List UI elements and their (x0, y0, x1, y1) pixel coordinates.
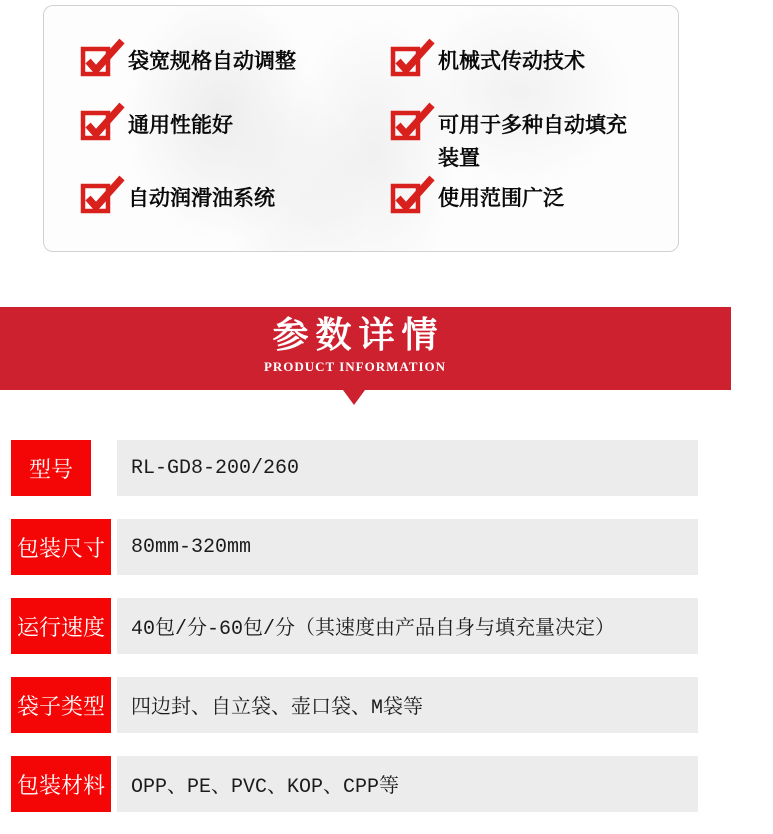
banner-pointer-icon (343, 390, 365, 405)
spec-value: RL-GD8-200/260 (117, 440, 698, 496)
spec-label: 袋子类型 (11, 677, 111, 733)
feature-label: 可用于多种自动填充装置 (438, 113, 627, 170)
feature-label: 使用范围广泛 (438, 186, 564, 210)
feature-card (43, 5, 679, 252)
spec-value: 80mm-320mm (117, 519, 698, 575)
spec-row-bag-type (11, 677, 698, 733)
spec-label: 包装材料 (11, 756, 111, 812)
checkbox-check-icon (79, 37, 125, 77)
spec-label: 运行速度 (11, 598, 111, 654)
spec-row-model (11, 440, 698, 496)
feature-item (389, 174, 638, 215)
feature-item (79, 101, 328, 142)
section-banner-content (0, 307, 710, 375)
checkbox-check-icon (389, 174, 435, 214)
feature-label: 袋宽规格自动调整 (128, 49, 296, 73)
spec-value: OPP、PE、PVC、KOP、CPP等 (117, 756, 698, 812)
feature-item (79, 37, 328, 78)
checkbox-check-icon (389, 101, 435, 141)
feature-label: 机械式传动技术 (438, 49, 585, 73)
feature-item (389, 101, 638, 175)
checkbox-check-icon (389, 37, 435, 77)
section-banner (0, 307, 731, 390)
spec-row-material (11, 756, 698, 812)
feature-label: 自动润滑油系统 (128, 186, 275, 210)
spec-row-package-size (11, 519, 698, 575)
feature-item (389, 37, 638, 78)
checkbox-check-icon (79, 174, 125, 214)
section-title: 参数详情 (272, 314, 445, 355)
spec-value: 40包/分-60包/分（其速度由产品自身与填充量决定） (117, 598, 698, 654)
section-subtitle: PRODUCT INFORMATION (263, 359, 447, 374)
spec-value: 四边封、自立袋、壶口袋、M袋等 (117, 677, 698, 733)
feature-item (79, 174, 328, 215)
feature-label: 通用性能好 (128, 113, 233, 137)
checkbox-check-icon (79, 101, 125, 141)
spec-label: 型号 (11, 440, 91, 496)
spec-label: 包装尺寸 (11, 519, 111, 575)
spec-row-speed (11, 598, 698, 654)
